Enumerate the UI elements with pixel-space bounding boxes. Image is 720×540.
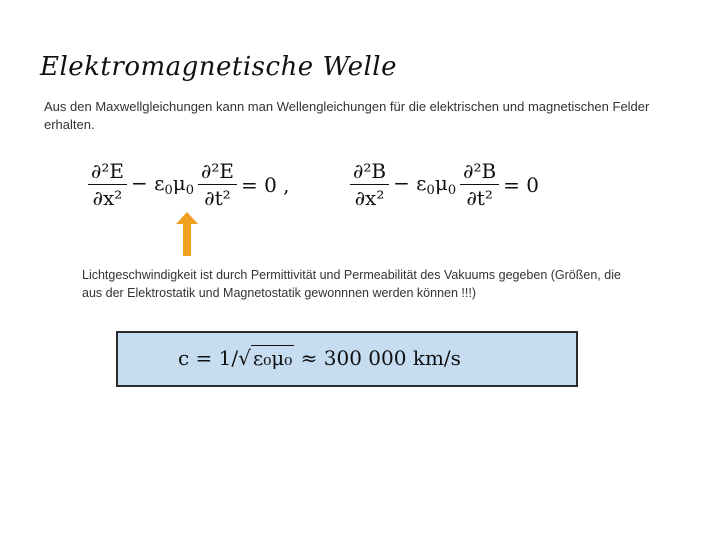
fraction-x — [88, 158, 127, 211]
up-arrow-icon — [176, 212, 198, 256]
note-text: Lichtgeschwindigkeit ist durch Permittivität und Permeabilität des Vakuums gegeben (Größen, die aus der Elektrostatik und Magnetostatik gewonnnen werden können !!!) — [82, 268, 621, 300]
numerator: ∂²E — [88, 158, 127, 185]
denominator: ∂x² — [92, 186, 123, 210]
fraction-x — [350, 158, 389, 211]
denominator: ∂x² — [354, 186, 385, 210]
equation-rhs: ≈ 300 000 km/s — [300, 346, 461, 370]
denominator: ∂t² — [466, 186, 493, 210]
sqrt-sign: √ — [238, 346, 251, 370]
fraction-t — [460, 158, 499, 211]
intro-text: Aus den Maxwellgleichungen kann man Wellengleichungen für die elektrischen und magnetischen Felder erhalten. — [44, 99, 650, 132]
numerator: ∂²B — [460, 158, 499, 185]
rhs: = 0 , — [240, 172, 290, 197]
equation-lhs: c = 1/ — [178, 346, 239, 370]
slide-title: Elektromagnetische Welle — [40, 52, 397, 82]
e-field-wave-equation — [88, 158, 294, 211]
operator: − $\varepsilon_0\mu_0$ — [393, 171, 457, 198]
rhs: = 0 — [503, 172, 540, 197]
speed-of-light-box — [116, 331, 578, 387]
radicand: ε₀μ₀ — [252, 346, 293, 370]
operator: − $\varepsilon_0\mu_0$ — [130, 171, 195, 198]
numerator: ∂²B — [350, 158, 389, 185]
numerator: ∂²E — [198, 158, 237, 185]
b-field-wave-equation — [350, 158, 543, 211]
denominator: ∂t² — [204, 186, 231, 210]
speed-of-light-equation — [178, 346, 461, 370]
fraction-t — [198, 158, 237, 211]
